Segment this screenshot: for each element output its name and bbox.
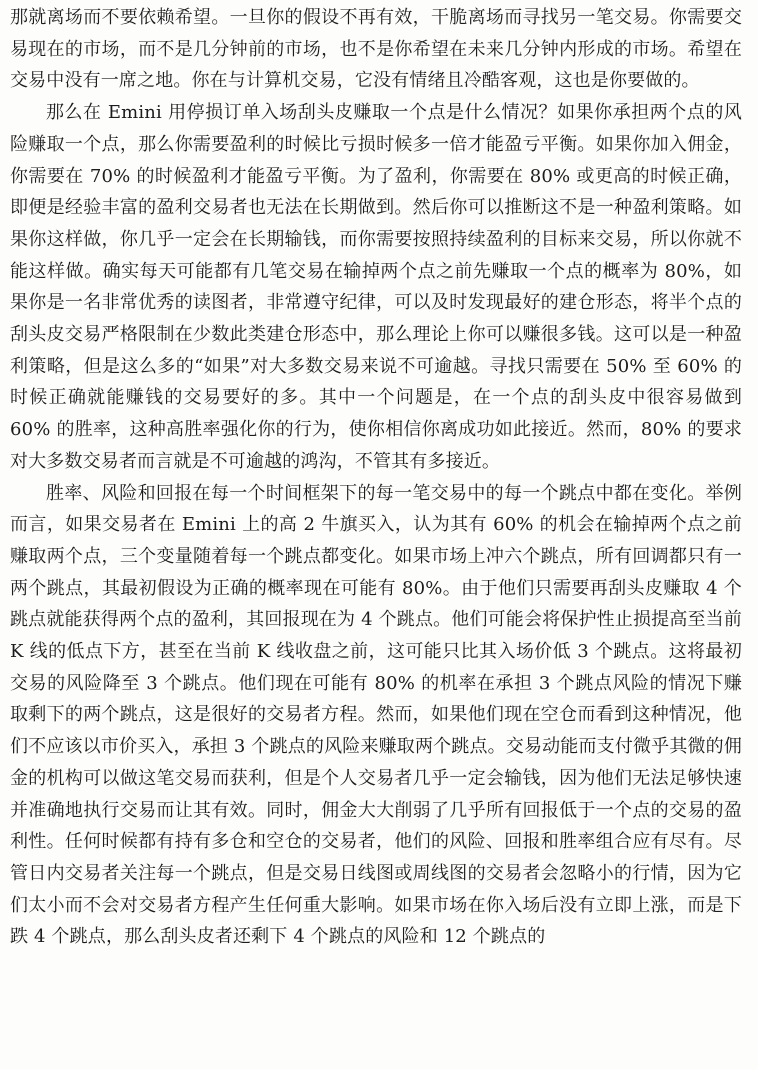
paragraph-1: 那就离场而不要依赖希望。一旦你的假设不再有效，干脆离场而寻找另一笔交易。你需要交易现在的市场，而不是几分钟前的市场，也不是你希望在未来几分钟内形成的市场。希望在交易中没有一席之地。你在与计算机交易，它没有情绪且冷酷客观，这也是你要做的。 [10, 7, 742, 92]
paragraph-3: 胜率、风险和回报在每一个时间框架下的每一笔交易中的每一个跳点中都在变化。举例而言，如果交易者在 Emini 上的高 2 牛旗买入，认为其有 60% 的机会在输掉两个点之前赚取两个点，三个变量随着每一个跳点都变化。如果市场上冲六个跳点，所有回调都只有一两个跳点，其最初假设为正确的概率现在可能有 80%。由于他们只需要再刮头皮赚取 4 个跳点就能获得两个点的盈利，其回报现在为 4 个跳点。他们可能会将保护性止损提高至当前 K 线的低点下方，甚至在当前 K 线收盘之前，这可能只比其入场价低 3 个跳点。这将最初交易的风险降至 3 个跳点。他们现在可能有 80% 的机率在承担 3 个跳点风险的情况下赚取剩下的两个跳点，这是很好的交易者方程。然而，如果他们现在空仓而看到这种情况，他们不应该以市价买入，承担 3 个跳点的风险来赚取两个跳点。交易动能而支付微乎其微的佣金的机构可以做这笔交易而获利，但是个人交易者几乎一定会输钱，因为他们无法足够快速并准确地执行交易而让其有效。同时，佣金大大削弱了几乎所有回报低于一个点的交易的盈利性。任何时候都有持有多仓和空仓的交易者，他们的风险、回报和胜率组合应有尽有。尽管日内交易者关注每一个跳点，但是交易日线图或周线图的交易者会忽略小的行情，因为它们太小而不会对交易者方程产生任何重大影响。如果市场在你入场后没有立即上涨，而是下跌 4 个跳点，那么刮头皮者还剩下 4 个跳点的风险和 12 个跳点的 [10, 482, 742, 948]
paragraph-2: 那么在 Emini 用停损订单入场刮头皮赚取一个点是什么情况？如果你承担两个点的风险赚取一个点，那么你需要盈利的时候比亏损时候多一倍才能盈亏平衡。如果你加入佣金，你需要在 70% 的时候盈利才能盈亏平衡。为了盈利，你需要在 80% 或更高的时候正确，即便是经验丰富的盈利交易者也无法在长期做到。然后你可以推断这不是一种盈利策略。如果你这样做，你几乎一定会在长期输钱，而你需要按照持续盈利的目标来交易，所以你就不能这样做。确实每天可能都有几笔交易在输掉两个点之前先赚取一个点的概率为 80%，如果你是一名非常优秀的读图者，非常遵守纪律，可以及时发现最好的建仓形态，将半个点的刮头皮交易严格限制在少数此类建仓形态中，那么理论上你可以赚很多钱。这可以是一种盈利策略，但是这么多的“如果”对大多数交易来说不可逾越。寻找只需要在 50% 至 60% 的时候正确就能赚钱的交易要好的多。其中一个问题是，在一个点的刮头皮中很容易做到 60% 的胜率，这种高胜率强化你的行为，使你相信你离成功如此接近。然而，80% 的要求对大多数交易者而言就是不可逾越的鸿沟，不管其有多接近。 [10, 102, 742, 472]
